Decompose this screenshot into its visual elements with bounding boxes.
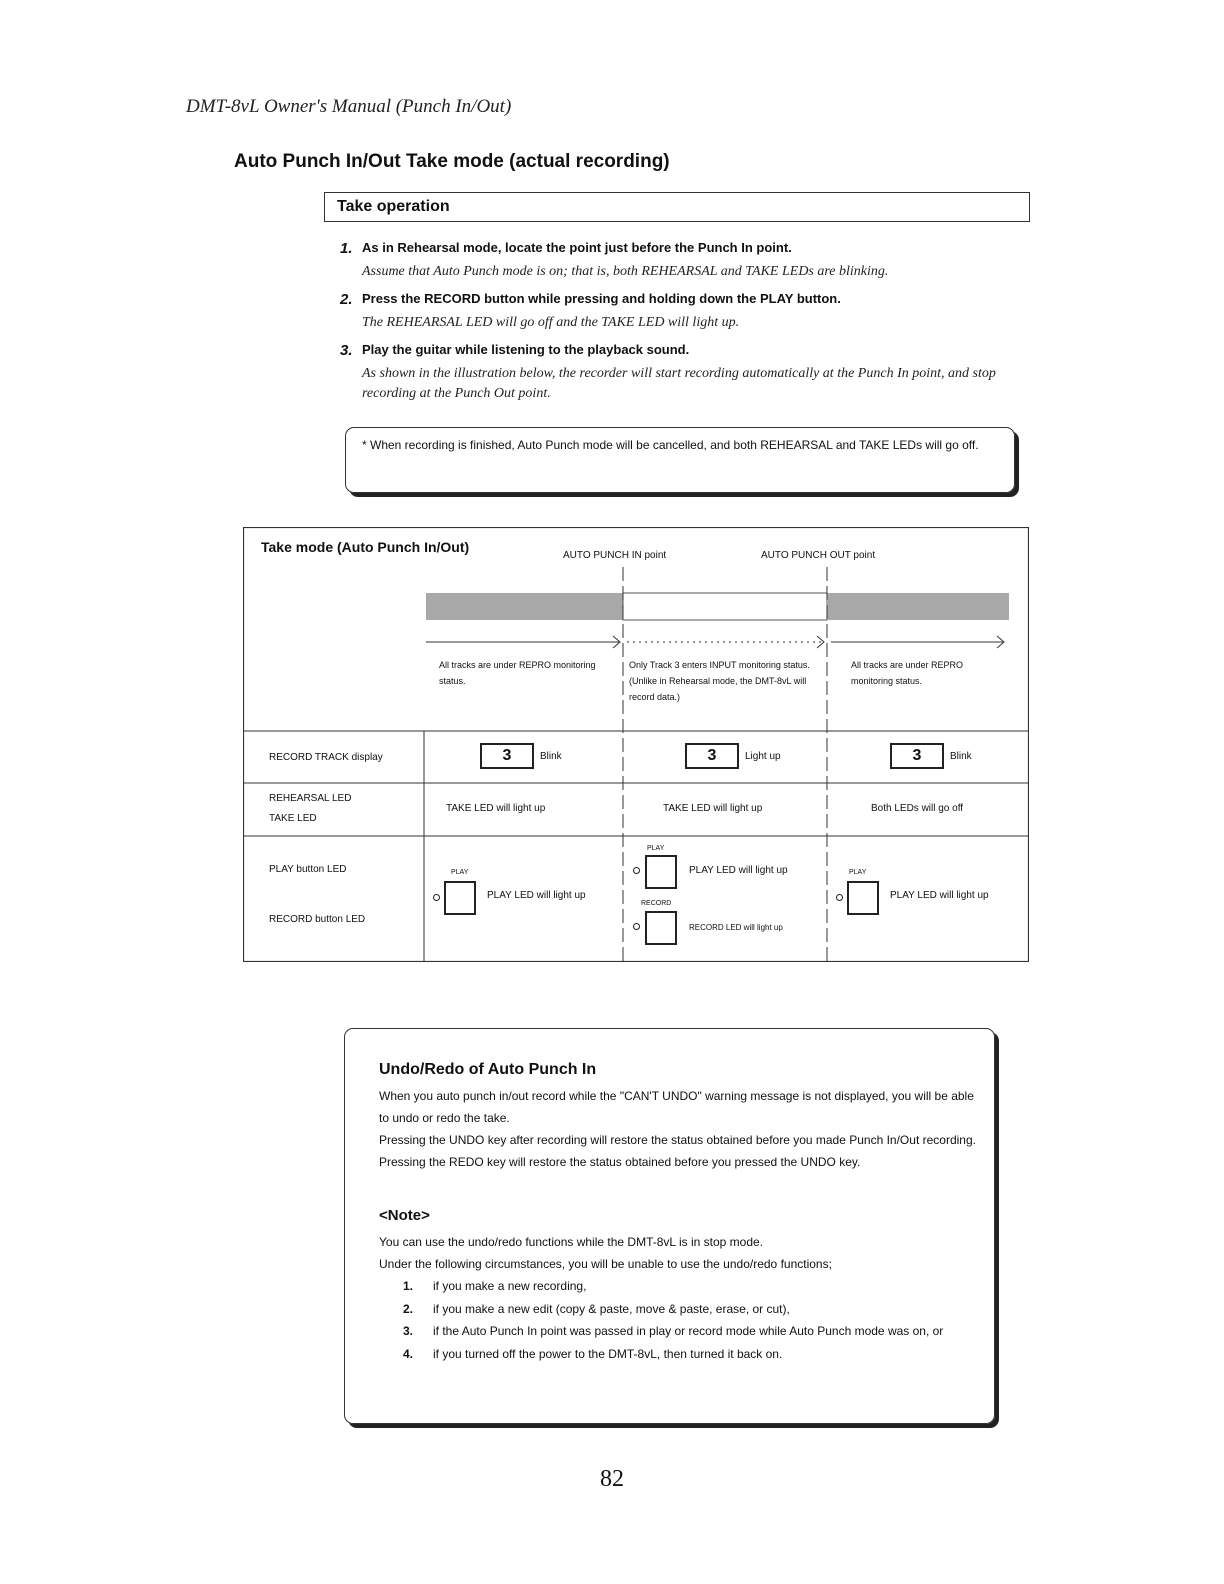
step-number: 1.	[340, 240, 353, 257]
play-led-text-before: PLAY LED will light up	[487, 890, 586, 901]
row-label-record-track: RECORD TRACK display	[269, 752, 383, 763]
record-led-icon	[633, 923, 640, 930]
timeline-repro-after	[827, 593, 1009, 620]
diagram-title: Take mode (Auto Punch In/Out)	[261, 539, 470, 555]
play-led-text-record: PLAY LED will light up	[689, 865, 788, 876]
record-button-caption: RECORD	[641, 900, 672, 907]
step-explanation: As shown in the illustration below, the recorder will start recording automatically at the Punch In point, and stop recording at the Punch Out point.	[362, 366, 996, 401]
play-button-caption: PLAY	[647, 845, 665, 852]
play-led-icon	[836, 894, 843, 901]
take-operation-box	[324, 192, 1030, 222]
timeline-repro-before	[426, 593, 623, 620]
note-line-1: You can use the undo/redo functions while the DMT-8vL is in stop mode.	[379, 1235, 764, 1249]
restriction-list	[379, 1275, 979, 1365]
list-item-text: if you turned off the power to the DMT-8vL, then turned it back on.	[433, 1346, 783, 1361]
list-item	[379, 1275, 979, 1298]
led-state-after: Both LEDs will go off	[871, 803, 964, 814]
step-explanation: Assume that Auto Punch mode is on; that is, both REHEARSAL and TAKE LEDs are blinking.	[362, 264, 889, 279]
record-led-text: RECORD LED will light up	[689, 923, 783, 932]
step-explanation: The REHEARSAL LED will go off and the TAKE LED will light up.	[362, 315, 740, 330]
play-button-icon	[645, 855, 677, 889]
undo-redo-box	[344, 1028, 995, 1424]
track-display-record: 3	[685, 743, 739, 769]
segment-record-text: Only Track 3 enters INPUT monitoring status. (Unlike in Rehearsal mode, the DMT-8vL will record data.)	[629, 660, 810, 702]
display-state-record: Light up	[745, 751, 781, 762]
row-label-record-led: RECORD button LED	[269, 914, 366, 925]
row-label-play-led: PLAY button LED	[269, 864, 347, 875]
play-led-icon	[633, 867, 640, 874]
play-button-caption: PLAY	[451, 869, 469, 876]
led-state-before: TAKE LED will light up	[446, 803, 546, 814]
list-item-number: 2.	[403, 1301, 414, 1316]
list-item-number: 4.	[403, 1346, 414, 1361]
completion-note-box	[345, 427, 1015, 493]
timeline-record-section	[623, 593, 827, 620]
track-display-after: 3	[890, 743, 944, 769]
list-item-text: if the Auto Punch In point was passed in play or record mode while Auto Punch mode was on, or	[433, 1324, 944, 1338]
note-line-2: Under the following circumstances, you will be unable to use the undo/redo functions;	[379, 1257, 832, 1271]
list-item-text: if you make a new recording,	[433, 1279, 587, 1293]
track-display-before: 3	[480, 743, 534, 769]
step-instruction: Press the RECORD button while pressing and holding down the PLAY button.	[362, 291, 841, 306]
punch-out-point-label: AUTO PUNCH OUT point	[761, 550, 876, 561]
note-heading: <Note>	[379, 1207, 430, 1224]
play-button-icon	[444, 881, 476, 915]
undo-redo-title: Undo/Redo of Auto Punch In	[379, 1061, 597, 1078]
section-title: Auto Punch In/Out Take mode (actual recording)	[234, 151, 670, 172]
undo-redo-para1: When you auto punch in/out record while the "CAN'T UNDO" warning message is not displayed, you will be able to undo or redo the take.	[379, 1089, 974, 1125]
step-number: 2.	[340, 291, 353, 308]
play-button-icon	[847, 881, 879, 915]
play-led-icon	[433, 894, 440, 901]
led-state-record: TAKE LED will light up	[663, 803, 763, 814]
list-item-number: 3.	[403, 1324, 414, 1338]
step-instruction: Play the guitar while listening to the playback sound.	[362, 342, 690, 357]
display-state-after: Blink	[950, 751, 972, 762]
completion-note-text: * When recording is finished, Auto Punch mode will be cancelled, and both REHEARSAL and TAKE LEDs will go off.	[362, 438, 979, 452]
punch-in-point-label: AUTO PUNCH IN point	[563, 550, 667, 561]
row-label-rehearsal-led: REHEARSAL LED	[269, 793, 352, 804]
list-item-text: if you make a new edit (copy & paste, move & paste, erase, or cut),	[433, 1301, 790, 1316]
row-label-take-led: TAKE LED	[269, 813, 317, 824]
take-operation-label: Take operation	[337, 198, 450, 215]
list-item	[379, 1320, 979, 1343]
display-state-before: Blink	[540, 751, 562, 762]
list-item	[379, 1298, 979, 1321]
step-instruction: As in Rehearsal mode, locate the point just before the Punch In point.	[362, 240, 792, 255]
list-item-number: 1.	[403, 1279, 414, 1293]
segment-before-text: All tracks are under REPRO monitoring status.	[439, 660, 596, 686]
record-button-icon	[645, 911, 677, 945]
undo-redo-para2: Pressing the UNDO key after recording will restore the status obtained before you made Punch In/Out recording. Pressing the REDO key will restore the status obtained before you pressed the UNDO key.	[379, 1133, 976, 1169]
step-number: 3.	[340, 342, 353, 359]
page-number: 82	[600, 1466, 624, 1492]
take-mode-diagram	[243, 527, 1029, 962]
list-item	[379, 1343, 979, 1366]
play-button-caption: PLAY	[849, 869, 867, 876]
segment-after-text: All tracks are under REPRO monitoring status.	[851, 660, 964, 686]
play-led-text-after: PLAY LED will light up	[890, 890, 989, 901]
page-header: DMT-8vL Owner's Manual (Punch In/Out)	[186, 96, 512, 117]
